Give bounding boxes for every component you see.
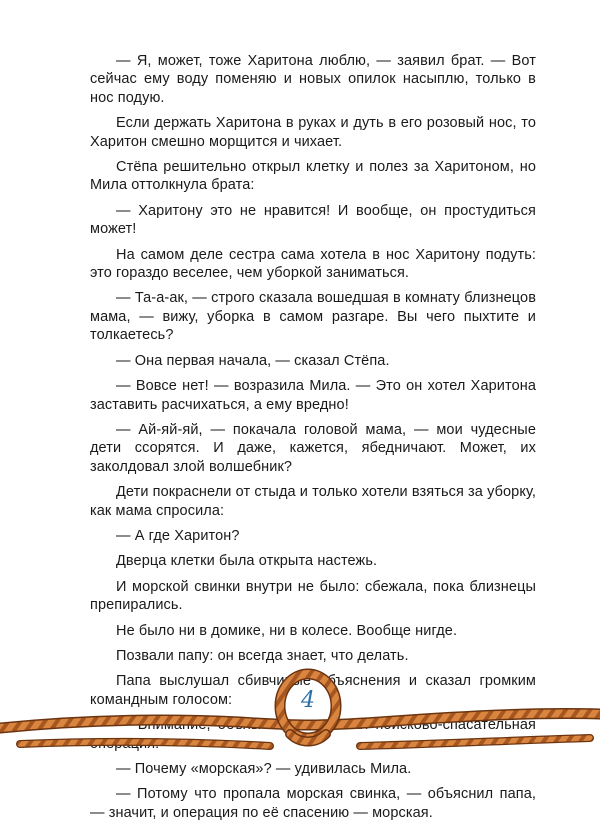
paragraph: — Почему «морская»? — удивилась Мила. — [116, 761, 412, 777]
paragraph: — Вовсе нет! — возразила Мила. — Это он хотел Харитона заставить расчихаться, а ему вредно! — [90, 378, 536, 413]
paragraph: На самом деле сестра сама хотела в нос Харитону подуть: это гораздо веселее, чем уборкой заниматься. — [90, 246, 536, 282]
paragraph: Дети покраснели от стыда и только хотели взяться за уборку, как мама спросила: — [90, 484, 536, 519]
paragraph: — Я, может, тоже Харитона люблю, — заявил брат. — Вот сейчас ему воду поменяю и новых опилок насыплю, только в нос подую. — [90, 53, 536, 106]
paragraph: Дверца клетки была открыта настежь. — [116, 553, 378, 570]
paragraph: — Потому что пропала морская свинка, — объяснил папа, — значит, и операция по её спасению — морская. — [90, 786, 536, 821]
paragraph: Стёпа решительно открыл клетку и полез за Харитоном, но Мила оттолкнула брата: — [90, 159, 536, 194]
paragraph: — Харитону это не нравится! И вообще, он простудиться может! — [90, 202, 536, 238]
paragraph: Не было ни в домике, ни в колесе. Вообще нигде. — [116, 622, 458, 639]
paragraph: — А где Харитон? — [116, 527, 240, 544]
page-number: 4 — [301, 688, 315, 713]
paragraph: Папа выслушал сбивчивые объяснения и сказал громким командным голосом: — [90, 673, 536, 708]
paragraph: — Ай-яй-яй, — покачала головой мама, — мои чудесные дети ссорятся. И даже, кажется, ябедничают. Может, их заколдовал злой волшебник? — [90, 421, 536, 475]
paragraph: — Она первая начала, — сказал Стёпа. — [116, 352, 390, 369]
paragraph: — Та-а-ак, — строго сказала вошедшая в комнату близнецов мама, — вижу, уборка в самом разгаре. Вы чего пыхтите и толкаетесь? — [90, 290, 536, 344]
paragraph: Если держать Харитона в руках и дуть в его розовый нос, то Харитон смешно морщится и чихает. — [90, 115, 536, 150]
paragraph: И морской свинки внутри не было: сбежала, пока близнецы препирались. — [90, 578, 536, 614]
paragraph: — Внимание, объявляется морская поисково-спасательная операция! — [90, 717, 536, 752]
paragraph: Позвали папу: он всегда знает, что делать. — [116, 647, 409, 664]
